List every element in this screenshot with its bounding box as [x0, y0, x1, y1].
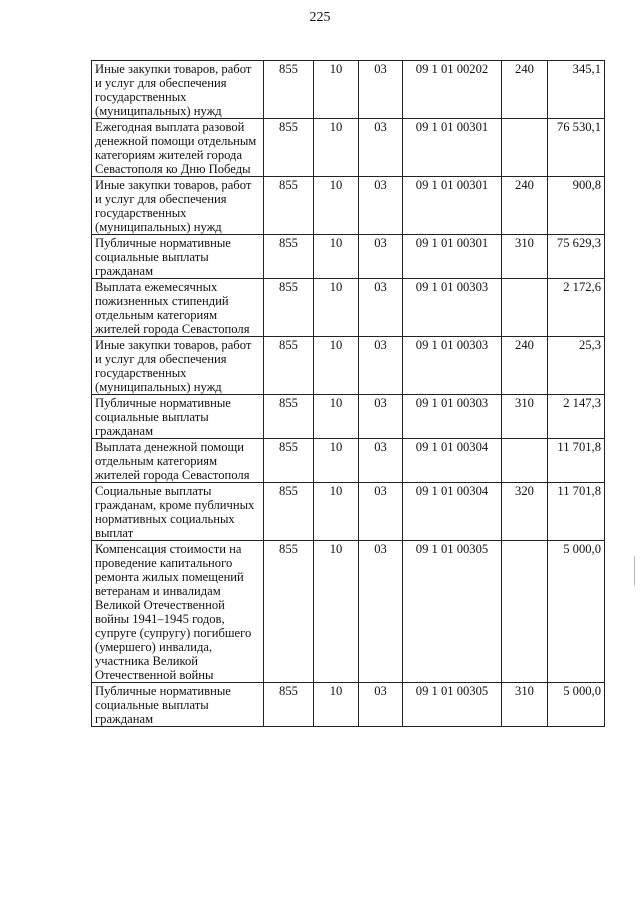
expense-name-cell: Компенсация стоимости на проведение капитального ремонта жилых помещений ветеранам и инвалидам Великой Отечественной войны 1941–1945 годов, супруге (супругу) погибшего (умершего) инвалида, участника Великой Отечественной войны	[92, 541, 264, 683]
ministry-code-cell: 855	[264, 235, 314, 279]
expense-name-cell: Публичные нормативные социальные выплаты гражданам	[92, 683, 264, 727]
section-code-cell: 10	[314, 439, 359, 483]
table-row	[92, 279, 605, 337]
subsection-code-cell: 03	[359, 61, 403, 119]
expense-type-cell: 310	[502, 683, 548, 727]
section-code-cell: 10	[314, 337, 359, 395]
table-row	[92, 177, 605, 235]
expense-type-cell: 320	[502, 483, 548, 541]
table-row	[92, 683, 605, 727]
expense-type-cell	[502, 439, 548, 483]
table-row	[92, 541, 605, 683]
expense-name-cell: Иные закупки товаров, работ и услуг для обеспечения государственных (муниципальных) нужд	[92, 337, 264, 395]
subsection-code-cell: 03	[359, 279, 403, 337]
target-article-cell: 09 1 01 00303	[403, 395, 502, 439]
expense-name-cell: Публичные нормативные социальные выплаты гражданам	[92, 235, 264, 279]
subsection-code-cell: 03	[359, 483, 403, 541]
expense-type-cell: 310	[502, 395, 548, 439]
subsection-code-cell: 03	[359, 395, 403, 439]
budget-table	[91, 60, 605, 727]
target-article-cell: 09 1 01 00303	[403, 279, 502, 337]
expense-type-cell	[502, 541, 548, 683]
subsection-code-cell: 03	[359, 337, 403, 395]
table-row	[92, 395, 605, 439]
subsection-code-cell: 03	[359, 541, 403, 683]
ministry-code-cell: 855	[264, 483, 314, 541]
target-article-cell: 09 1 01 00303	[403, 337, 502, 395]
table-row	[92, 61, 605, 119]
expense-name-cell: Иные закупки товаров, работ и услуг для обеспечения государственных (муниципальных) нужд	[92, 61, 264, 119]
table-row	[92, 439, 605, 483]
target-article-cell: 09 1 01 00301	[403, 235, 502, 279]
amount-cell: 2 172,6	[548, 279, 605, 337]
ministry-code-cell: 855	[264, 279, 314, 337]
target-article-cell: 09 1 01 00305	[403, 683, 502, 727]
amount-cell: 900,8	[548, 177, 605, 235]
section-code-cell: 10	[314, 483, 359, 541]
subsection-code-cell: 03	[359, 119, 403, 177]
expense-type-cell	[502, 279, 548, 337]
expense-type-cell: 310	[502, 235, 548, 279]
subsection-code-cell: 03	[359, 683, 403, 727]
ministry-code-cell: 855	[264, 337, 314, 395]
subsection-code-cell: 03	[359, 177, 403, 235]
table-row	[92, 483, 605, 541]
amount-cell: 11 701,8	[548, 483, 605, 541]
amount-cell: 2 147,3	[548, 395, 605, 439]
expense-name-cell: Ежегодная выплата разовой денежной помощи отдельным категориям жителей города Севастополя ко Дню Победы	[92, 119, 264, 177]
expense-type-cell: 240	[502, 61, 548, 119]
ministry-code-cell: 855	[264, 119, 314, 177]
ministry-code-cell: 855	[264, 683, 314, 727]
amount-cell: 5 000,0	[548, 541, 605, 683]
section-code-cell: 10	[314, 119, 359, 177]
table-row	[92, 235, 605, 279]
section-code-cell: 10	[314, 395, 359, 439]
amount-cell: 345,1	[548, 61, 605, 119]
section-code-cell: 10	[314, 177, 359, 235]
expense-name-cell: Выплата ежемесячных пожизненных стипендий отдельным категориям жителей города Севастополя	[92, 279, 264, 337]
section-code-cell: 10	[314, 683, 359, 727]
expense-name-cell: Иные закупки товаров, работ и услуг для обеспечения государственных (муниципальных) нужд	[92, 177, 264, 235]
ministry-code-cell: 855	[264, 177, 314, 235]
ministry-code-cell: 855	[264, 61, 314, 119]
amount-cell: 75 629,3	[548, 235, 605, 279]
page-number: 225	[309, 10, 331, 25]
expense-type-cell	[502, 119, 548, 177]
amount-cell: 5 000,0	[548, 683, 605, 727]
section-code-cell: 10	[314, 235, 359, 279]
expense-type-cell: 240	[502, 177, 548, 235]
amount-cell: 11 701,8	[548, 439, 605, 483]
target-article-cell: 09 1 01 00304	[403, 439, 502, 483]
ministry-code-cell: 855	[264, 395, 314, 439]
table-row	[92, 119, 605, 177]
subsection-code-cell: 03	[359, 439, 403, 483]
scan-edge-mark	[634, 556, 635, 586]
expense-name-cell: Социальные выплаты гражданам, кроме публичных нормативных социальных выплат	[92, 483, 264, 541]
table-row	[92, 337, 605, 395]
target-article-cell: 09 1 01 00304	[403, 483, 502, 541]
expense-type-cell: 240	[502, 337, 548, 395]
ministry-code-cell: 855	[264, 439, 314, 483]
target-article-cell: 09 1 01 00301	[403, 119, 502, 177]
amount-cell: 76 530,1	[548, 119, 605, 177]
amount-cell: 25,3	[548, 337, 605, 395]
target-article-cell: 09 1 01 00301	[403, 177, 502, 235]
section-code-cell: 10	[314, 541, 359, 683]
expense-name-cell: Публичные нормативные социальные выплаты гражданам	[92, 395, 264, 439]
budget-table-body	[92, 61, 605, 727]
expense-name-cell: Выплата денежной помощи отдельным категориям жителей города Севастополя	[92, 439, 264, 483]
target-article-cell: 09 1 01 00202	[403, 61, 502, 119]
section-code-cell: 10	[314, 61, 359, 119]
ministry-code-cell: 855	[264, 541, 314, 683]
section-code-cell: 10	[314, 279, 359, 337]
target-article-cell: 09 1 01 00305	[403, 541, 502, 683]
subsection-code-cell: 03	[359, 235, 403, 279]
